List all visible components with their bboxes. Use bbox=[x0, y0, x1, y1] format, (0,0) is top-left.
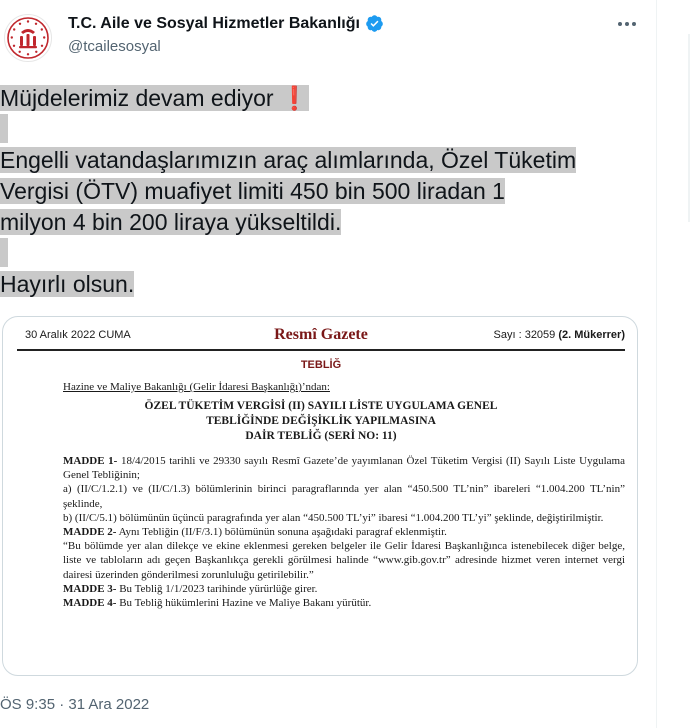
gazette-name: Resmî Gazete bbox=[274, 326, 368, 343]
gazette-title: ÖZEL TÜKETİM VERGİSİ (II) SAYILI LİSTE UYGULAMA GENEL TEBLİĞİNDE DEĞİŞİKLİK YAPILMASINA DAİR TEBLİĞ (SERİ NO: 11) bbox=[144, 400, 498, 442]
avatar[interactable] bbox=[4, 14, 52, 62]
gazette-paragraph: MADDE 4- Bu Tebliğ hükümlerini Hazine ve Maliye Bakanı yürütür. bbox=[63, 597, 372, 610]
tweet-line: milyon 4 bin 200 liraya yükseltildi. bbox=[0, 209, 342, 235]
sidebar-edge bbox=[688, 34, 690, 222]
verified-badge-icon bbox=[365, 14, 384, 33]
ministry-logo-icon bbox=[6, 16, 50, 60]
gazette-paragraph: “Bu bölümde yer alan dilekçe ve ekine eklenmesi gereken belgeler ile Gelir İdaresi Başkanlığınca istenebilecek diğer belge, liste ve tabloların adı geçen Başkanlıkça gerekli görülmesi halinde “www.gib.gov.tr” adresinde hizmet veren internet vergi dairesi üzerinden gönderilmesi zorunluluğu getirilebilir.” bbox=[63, 540, 625, 581]
gazette-document bbox=[17, 325, 625, 610]
gazette-paragraph: b) (II/C/5.1) bölümünün üçüncü paragrafında yer alan “450.500 TL’yi” ibaresi “1.004.200 TL’yi” şeklinde, değiştirilmiştir. bbox=[63, 511, 604, 524]
gazette-issue: Sayı : 32059 (2. Mükerrer) bbox=[493, 329, 625, 341]
gazette-date: 30 Aralık 2022 CUMA bbox=[25, 329, 131, 341]
gazette-section: TEBLİĞ bbox=[300, 359, 342, 371]
tweet-line: Engelli vatandaşlarımızın araç alımlarında, Özel Tüketim bbox=[0, 147, 577, 173]
tweet-line: Vergisi (ÖTV) muafiyet limiti 450 bin 500 liradan 1 bbox=[0, 178, 505, 204]
gazette-body bbox=[17, 454, 625, 610]
exclamation-emoji-icon: ❗ bbox=[279, 85, 309, 111]
blank-line bbox=[0, 238, 650, 269]
gazette-paragraph: MADDE 1- 18/4/2015 tarihli ve 29330 sayılı Resmî Gazete’de yayımlanan Özel Tüketim Vergisi (II) Sayılı Liste Uygulama Genel Tebliğinin; bbox=[63, 455, 625, 482]
author-handle[interactable]: @tcailesosyal bbox=[68, 38, 161, 55]
attached-image[interactable] bbox=[2, 316, 638, 676]
gazette-paragraph: MADDE 2- Aynı Tebliğin (II/F/3.1) bölümünün sonuna aşağıdaki paragraf eklenmiştir. bbox=[63, 526, 447, 539]
tweet-line: Müjdelerimiz devam ediyor ❗ bbox=[0, 85, 309, 111]
gazette-paragraph: MADDE 3- Bu Tebliğ 1/1/2023 tarihinde yürürlüğe girer. bbox=[63, 582, 318, 595]
tweet-line: Hayırlı olsun. bbox=[0, 271, 135, 297]
column-divider bbox=[656, 0, 657, 728]
more-options-icon[interactable] bbox=[612, 12, 642, 36]
gazette-issuer: Hazine ve Maliye Bakanlığı (Gelir İdaresi Başkanlığı)’ndan: bbox=[63, 381, 330, 393]
tweet-text bbox=[0, 83, 650, 300]
blank-line bbox=[0, 114, 650, 145]
tweet-timestamp[interactable]: ÖS 9:35 · 31 Ara 2022 bbox=[0, 696, 150, 713]
gazette-header bbox=[17, 325, 625, 351]
author-name-row[interactable] bbox=[68, 14, 384, 33]
display-name[interactable]: T.C. Aile ve Sosyal Hizmetler Bakanlığı bbox=[68, 14, 360, 32]
gazette-paragraph: a) (II/C/1.2.1) ve (II/C/1.3) bölümlerinin birinci paragraflarında yer alan “450.500 TL’nin” ibareleri “1.004.200 TL’nin” şeklinde, bbox=[63, 483, 625, 510]
